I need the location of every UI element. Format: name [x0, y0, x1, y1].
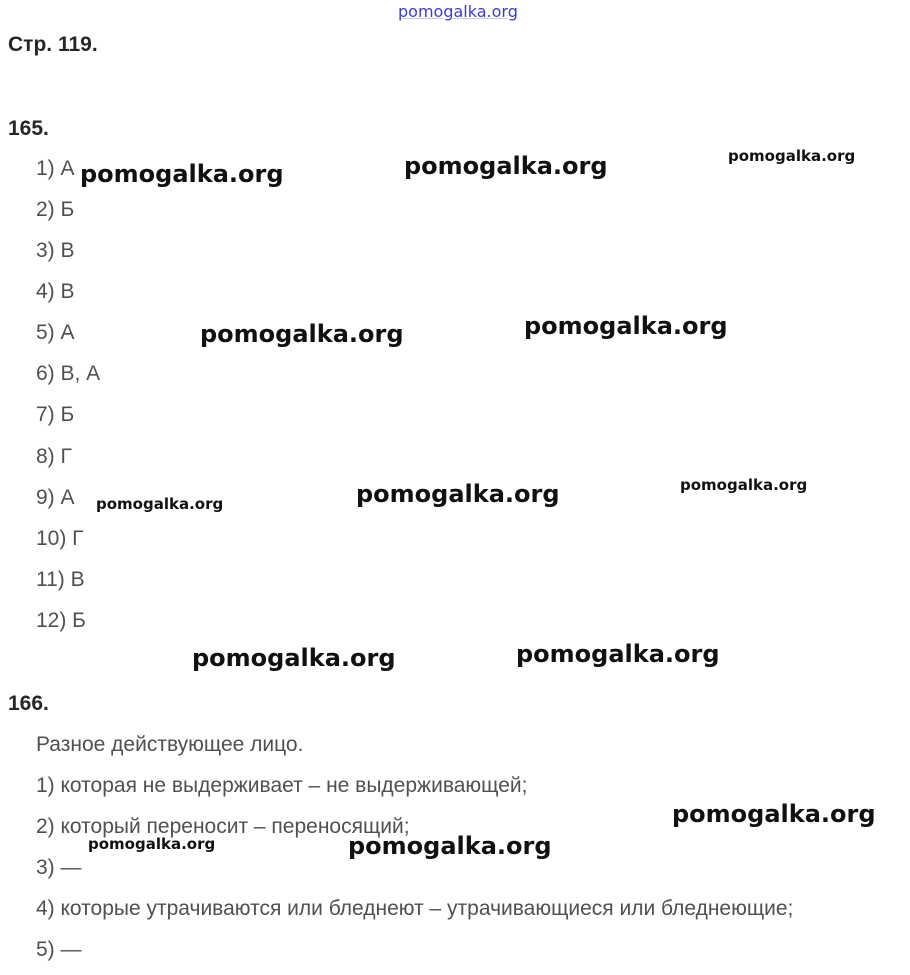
task-166-answer-4: 4) которые утрачиваются или бледнеют – утрачивающиеся или бледнеющие; — [36, 897, 794, 920]
task-165-answer-11: 11) В — [36, 568, 85, 591]
task-166-answer-3: 3) — — [36, 856, 82, 879]
task-165-answer-10: 10) Г — [36, 527, 84, 550]
watermark: pomogalka.org — [80, 160, 284, 188]
task-166-answer-5: 5) — — [36, 938, 82, 961]
task-166-answer-2: 2) который переносит – переносящий; — [36, 815, 410, 838]
site-watermark-top: pomogalka.org — [398, 2, 518, 21]
watermark: pomogalka.org — [728, 147, 856, 165]
task-165-answer-12: 12) Б — [36, 609, 86, 632]
task-166-answer-1: 1) которая не выдерживает – не выдерживающей; — [36, 774, 528, 797]
task-165-answer-5: 5) А — [36, 321, 75, 344]
task-165-answer-9: 9) А — [36, 486, 75, 509]
watermark: pomogalka.org — [524, 312, 728, 340]
task-166-intro: Разное действующее лицо. — [36, 733, 304, 756]
task-165-answer-6: 6) В, А — [36, 362, 101, 385]
page-label: Стр. 119. — [8, 33, 98, 56]
task-166-number: 166. — [8, 692, 49, 715]
task-165-answer-4: 4) В — [36, 280, 75, 303]
watermark: pomogalka.org — [200, 320, 404, 348]
task-165-answer-1: 1) А — [36, 157, 75, 180]
watermark: pomogalka.org — [88, 835, 216, 853]
watermark: pomogalka.org — [348, 832, 552, 860]
task-165-answer-2: 2) Б — [36, 198, 75, 221]
watermark: pomogalka.org — [516, 640, 720, 668]
watermark: pomogalka.org — [404, 152, 608, 180]
task-165-number: 165. — [8, 117, 49, 140]
watermark: pomogalka.org — [356, 480, 560, 508]
task-165-answer-7: 7) Б — [36, 403, 75, 426]
watermark: pomogalka.org — [680, 476, 808, 494]
watermark: pomogalka.org — [192, 644, 396, 672]
task-165-answer-3: 3) В — [36, 239, 75, 262]
task-165-answer-8: 8) Г — [36, 445, 72, 468]
watermark: pomogalka.org — [672, 800, 876, 828]
watermark: pomogalka.org — [96, 495, 224, 513]
